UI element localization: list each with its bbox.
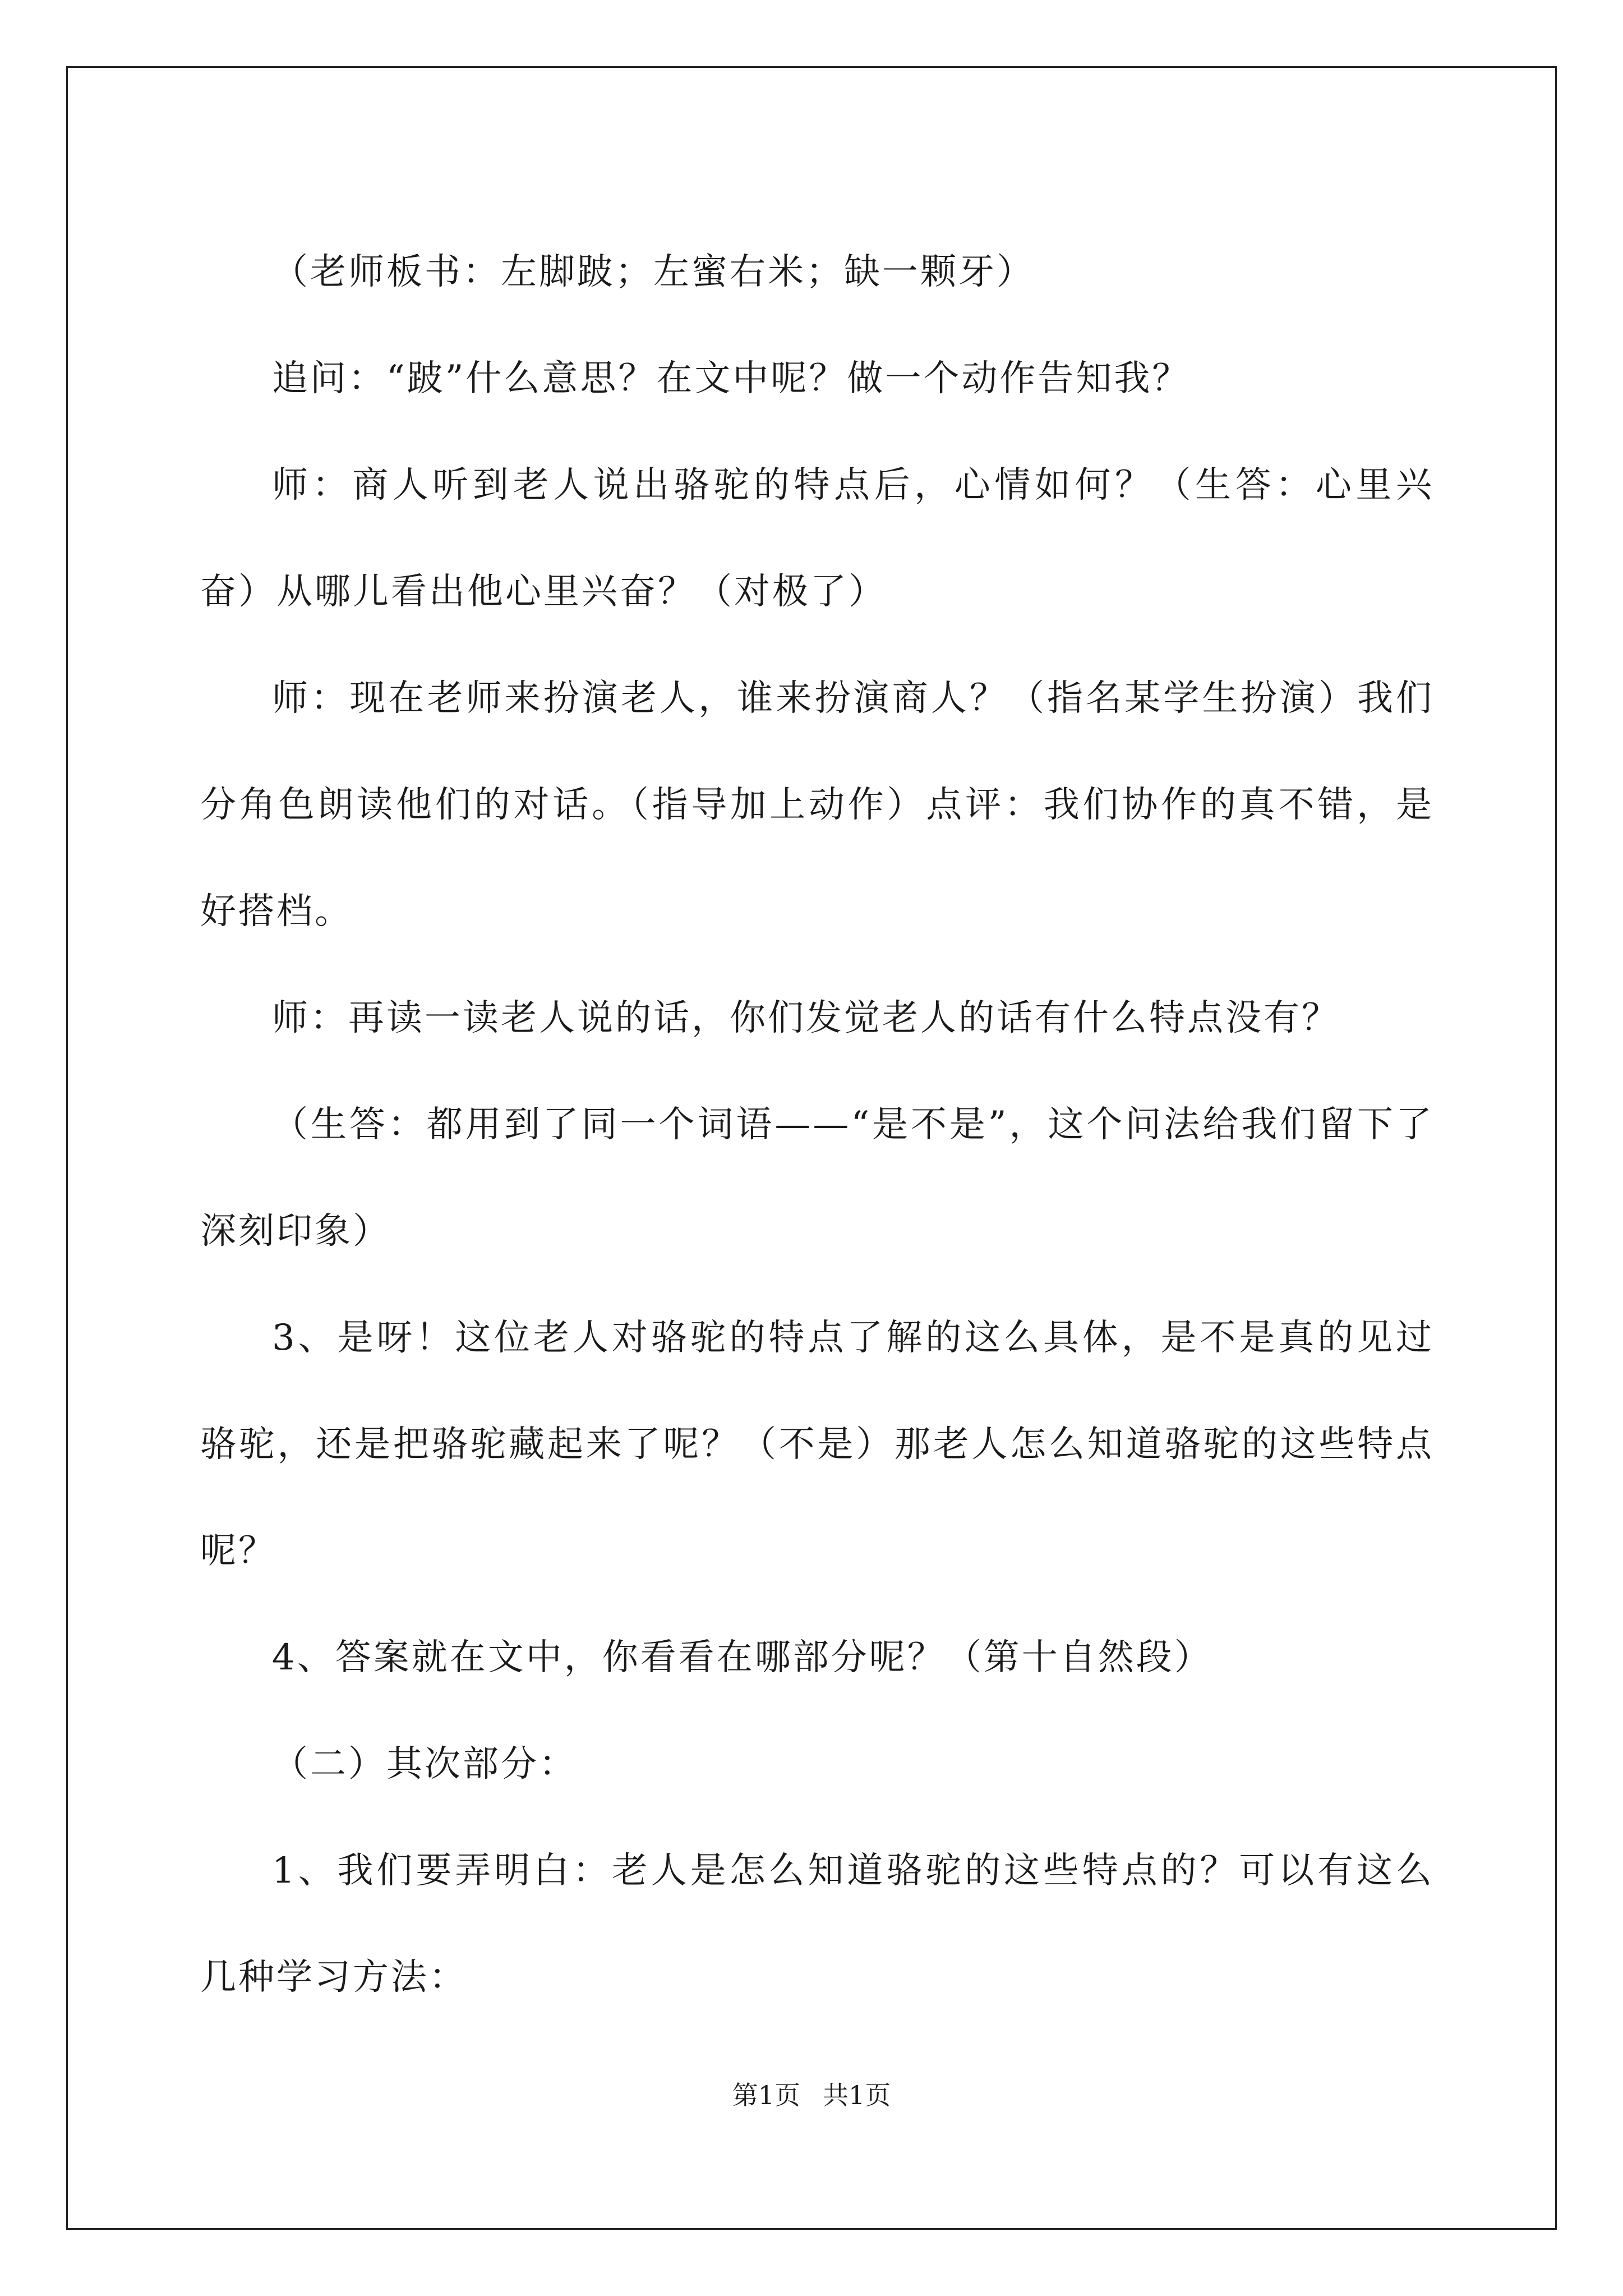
paragraph: 1、我们要弄明白：老人是怎么知道骆驼的这些特点的？可以有这么几种学习方法： [200,1850,1434,1998]
paragraph: 师：再读一读老人说的话，你们发觉老人的话有什么特点没有？ [272,997,1340,1039]
paragraph: 师：现在老师来扮演老人，谁来扮演商人？（指名某学生扮演）我们分角色朗读他们的对话。（指导加上动作）点评：我们协作的真不错，是好搭档。 [200,678,1434,932]
paragraph: （二）其次部分： [272,1743,577,1785]
paragraph: 追问：“跛”什么意思？在文中呢？做一个动作告知我？ [272,358,1191,399]
document-body [200,219,1434,2031]
paragraph: 4、答案就在文中，你看看在哪部分呢？（第十自然段） [272,1637,1212,1678]
paragraph: （老师板书：左脚跛；左蜜右米；缺一颗牙） [272,251,1035,293]
paragraph: （生答：都用到了同一个词语——“是不是”，这个问法给我们留下了深刻印象） [200,1104,1434,1252]
paragraph: 3、是呀！这位老人对骆驼的特点了解的这么具体，是不是真的见过骆驼，还是把骆驼藏起来了呢？（不是）那老人怎么知道骆驼的这些特点呢？ [200,1317,1434,1572]
page-number: 第1页 [732,2080,800,2110]
page-total: 共1页 [823,2080,891,2110]
paragraph: 师：商人听到老人说出骆驼的特点后，心情如何？（生答：心里兴奋）从哪儿看出他心里兴奋？（对极了） [200,464,1434,613]
page-footer [0,2078,1623,2112]
